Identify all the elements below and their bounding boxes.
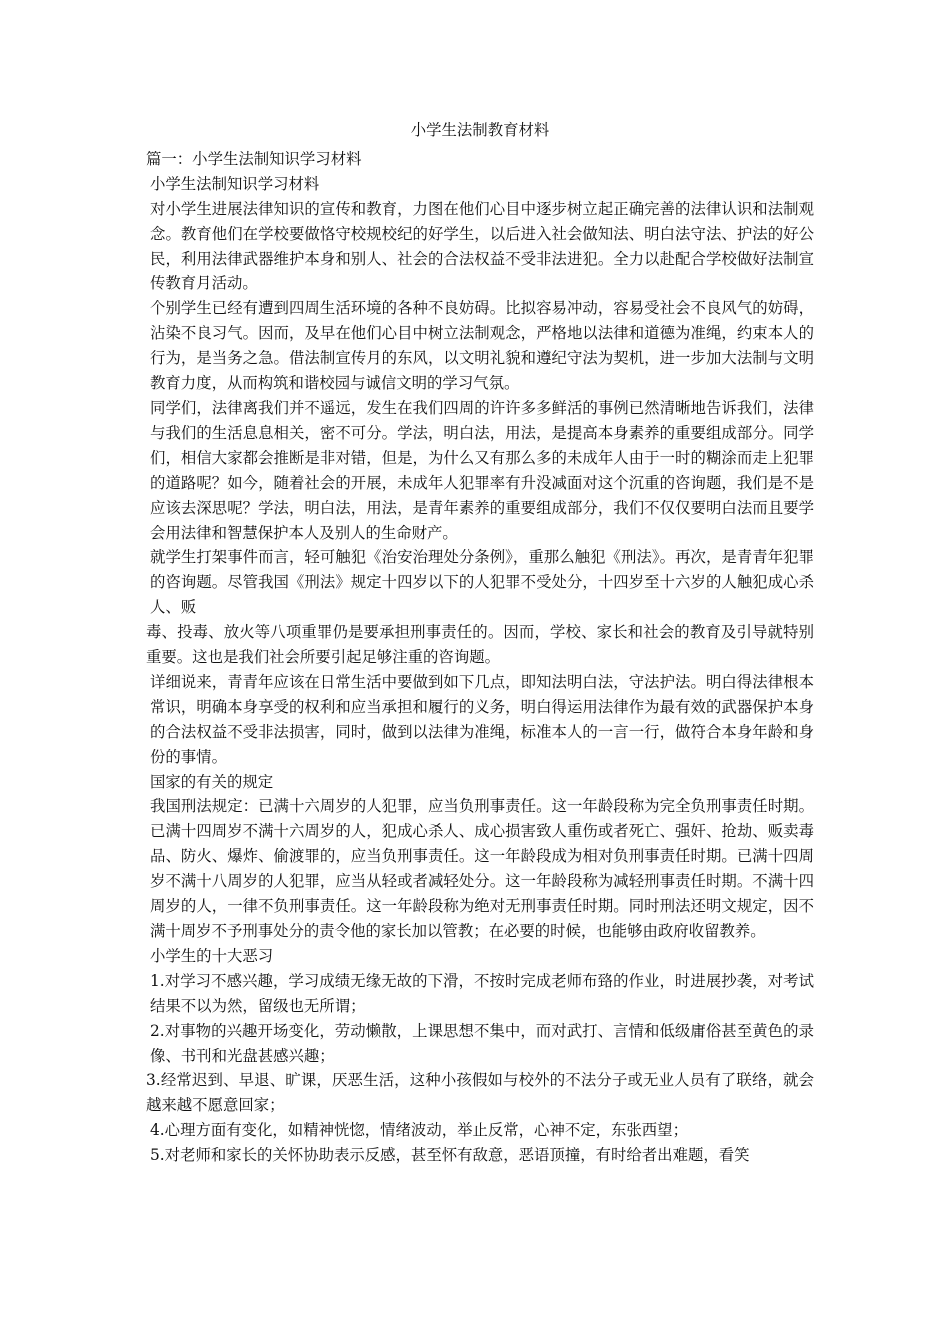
subsection-heading: 小学生法制知识学习材料 xyxy=(150,174,320,193)
list-item-2: 2.对事物的兴趣开场变化，劳动懒散，上课思想不集中，而对武打、言情和低级庸俗甚至黄色的录像、书刊和光盘甚感兴趣； xyxy=(150,1021,814,1065)
paragraph-criminal-law: 我国刑法规定：已满十六周岁的人犯罪，应当负刑事责任。这一年龄段称为完全负刑事责任时期。已满十四周岁不满十六周岁的人，犯成心杀人、成心损害致人重伤或者死亡、强奸、抢劫、贩卖毒品、防火、爆炸、偷渡罪的，应当负刑事责任。这一年龄段成为相对负刑事责任时期。已满十四周岁不满十八周岁的人犯罪，应当从轻或者减轻处分。这一年龄段称为减轻刑事责任时期。不满十四周岁的人，一律不负刑事责任。这一年龄段称为绝对无刑事责任时期。同时刑法还明文规定，因不满十周岁不予刑事处分的责令他的家长加以管教；在必要的时候，也能够由政府收留教养。 xyxy=(150,797,814,940)
list-item-3: 3.经常迟到、早退、旷课，厌恶生活，这种小孩假如与校外的不法分子或无业人员有了联络，就会越来越不愿意回家； xyxy=(146,1071,814,1115)
paragraph-fighting-continued: 毒、投毒、放火等八项重罪仍是要承担刑事责任的。因而，学校、家长和社会的教育及引导就特别重要。这也是我们社会所要引起足够注重的咨询题。 xyxy=(146,623,814,667)
regulations-heading: 国家的有关的规定 xyxy=(150,772,274,791)
document-page xyxy=(146,118,814,1168)
list-item-4: 4.心理方面有变化，如精神恍惚，情绪波动，举止反常，心神不定，东张西望； xyxy=(150,1121,688,1140)
paragraph-environment: 个别学生已经有遭到四周生活环境的各种不良妨碍。比拟容易冲动，容易受社会不良风气的妨碍，沾染不良习气。因而，及早在他们心目中树立法制观念，严格地以法律和道德为准绳，约束本人的行为，是当务之急。借法制宣传月的东风，以文明礼貌和遵纪守法为契机，进一步加大法制与文明教育力度，从而构筑和谐校园与诚信文明的学习气氛。 xyxy=(150,299,814,393)
paragraph-details: 详细说来，青青年应该在日常生活中要做到如下几点，即知法明白法，守法护法。明白得法律根本常识，明确本身享受的权利和应当承担和履行的义务，明白得运用法律作为最有效的武器保护本身的合法权益不受非法损害，同时，做到以法律为准绳，标准本人的一言一行，做符合本身年龄和身份的事情。 xyxy=(150,672,814,766)
list-item-1: 1.对学习不感兴趣，学习成绩无缘无故的下滑，不按时完成老师布臵的作业，时进展抄袭，对考试结果不以为然，留级也无所谓； xyxy=(150,971,814,1015)
list-item-5: 5.对老师和家长的关怀协助表示反感，甚至怀有敌意，恶语顶撞，有时给者出难题，看笑 xyxy=(150,1146,750,1165)
document-title: 小学生法制教育材料 xyxy=(410,121,550,139)
section-heading: 篇一：小学生法制知识学习材料 xyxy=(146,149,362,168)
bad-habits-heading: 小学生的十大恶习 xyxy=(150,946,274,965)
paragraph-fighting: 就学生打架事件而言，轻可触犯《治安治理处分条例》，重那么触犯《刑法》。再次，是青青年犯罪的咨询题。尽管我国《刑法》规定十四岁以下的人犯罪不受处分，十四岁至十六岁的人触犯成心杀人、贩 xyxy=(150,548,814,617)
paragraph-classmates: 同学们，法律离我们并不遥远，发生在我们四周的许许多多鲜活的事例已然清晰地告诉我们，法律与我们的生活息息相关，密不可分。学法，明白法，用法，是提高本身素养的重要组成部分。同学们，相信大家都会推断是非对错，但是，为什么又有那么多的未成年人由于一时的糊涂而走上犯罪的道路呢？如今，随着社会的开展，未成年人犯罪率有升没减面对这个沉重的咨询题，我们是不是应该去深思呢？学法，明白法，用法，是青年素养的重要组成部分，我们不仅仅要明白法而且要学会用法律和智慧保护本人及别人的生命财产。 xyxy=(150,398,814,542)
paragraph-intro: 对小学生进展法律知识的宣传和教育，力图在他们心目中逐步树立起正确完善的法律认识和法制观念。教育他们在学校要做恪守校规校纪的好学生，以后进入社会做知法、明白法守法、护法的好公民，利用法律武器维护本身和别人、社会的合法权益不受非法进犯。全力以赴配合学校做好法制宣传教育月活动。 xyxy=(150,199,814,293)
